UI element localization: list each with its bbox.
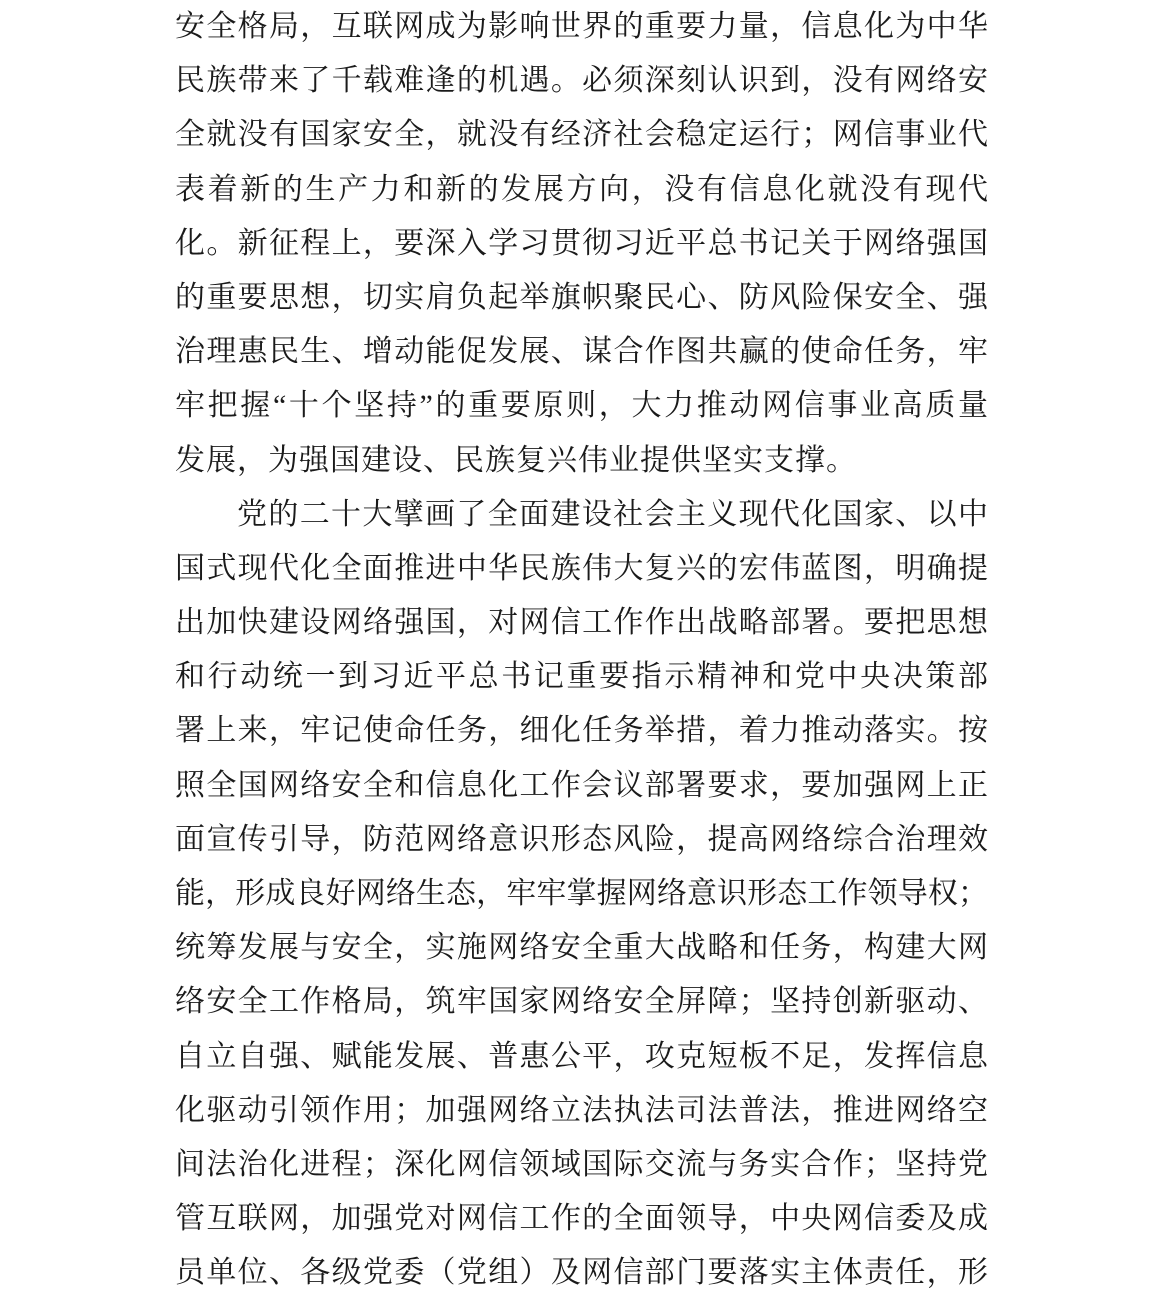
text-line: 员单位、各级党委（党组）及网信部门要落实主体责任，形 bbox=[175, 1256, 988, 1290]
text-line: 党的二十大擘画了全面建设社会主义现代化国家、以中 bbox=[237, 497, 988, 531]
text-line: 络安全工作格局，筑牢国家网络安全屏障；坚持创新驱动、 bbox=[175, 985, 988, 1019]
text-line: 统筹发展与安全，实施网络安全重大战略和任务，构建大网 bbox=[175, 931, 988, 965]
text-line: 牢把握“十个坚持”的重要原则，大力推动网信事业高质量 bbox=[175, 389, 988, 423]
text-line: 化驱动引领作用；加强网络立法执法司法普法，推进网络空 bbox=[175, 1093, 988, 1127]
text-line: 民族带来了千载难逢的机遇。必须深刻认识到，没有网络安 bbox=[175, 64, 988, 98]
text-line: 照全国网络安全和信息化工作会议部署要求，要加强网上正 bbox=[175, 768, 988, 802]
text-line: 自立自强、赋能发展、普惠公平，攻克短板不足，发挥信息 bbox=[175, 1039, 988, 1073]
text-line: 署上来，牢记使命任务，细化任务举措，着力推动落实。按 bbox=[175, 714, 988, 748]
text-line: 和行动统一到习近平总书记重要指示精神和党中央决策部 bbox=[175, 660, 988, 694]
document-text-block bbox=[175, 0, 988, 1301]
text-line: 表着新的生产力和新的发展方向，没有信息化就没有现代 bbox=[175, 172, 988, 206]
text-line: 化。新征程上，要深入学习贯彻习近平总书记关于网络强国 bbox=[175, 226, 988, 260]
text-line: 面宣传引导，防范网络意识形态风险，提高网络综合治理效 bbox=[175, 822, 988, 856]
text-line: 出加快建设网络强国，对网信工作作出战略部署。要把思想 bbox=[175, 606, 988, 640]
text-line: 间法治化进程；深化网信领域国际交流与务实合作；坚持党 bbox=[175, 1147, 988, 1181]
text-line: 的重要思想，切实肩负起举旗帜聚民心、防风险保安全、强 bbox=[175, 280, 988, 314]
text-line: 国式现代化全面推进中华民族伟大复兴的宏伟蓝图，明确提 bbox=[175, 551, 988, 585]
text-line: 全就没有国家安全，就没有经济社会稳定运行；网信事业代 bbox=[175, 118, 988, 152]
text-line: 治理惠民生、增动能促发展、谋合作图共赢的使命任务，牢 bbox=[175, 335, 988, 369]
text-line: 安全格局，互联网成为影响世界的重要力量，信息化为中华 bbox=[175, 10, 988, 43]
text-line: 能，形成良好网络生态，牢牢掌握网络意识形态工作领导权； bbox=[175, 877, 988, 910]
text-line: 发展，为强国建设、民族复兴伟业提供坚实支撑。 bbox=[175, 443, 857, 477]
text-line: 管互联网，加强党对网信工作的全面领导，中央网信委及成 bbox=[175, 1202, 988, 1236]
